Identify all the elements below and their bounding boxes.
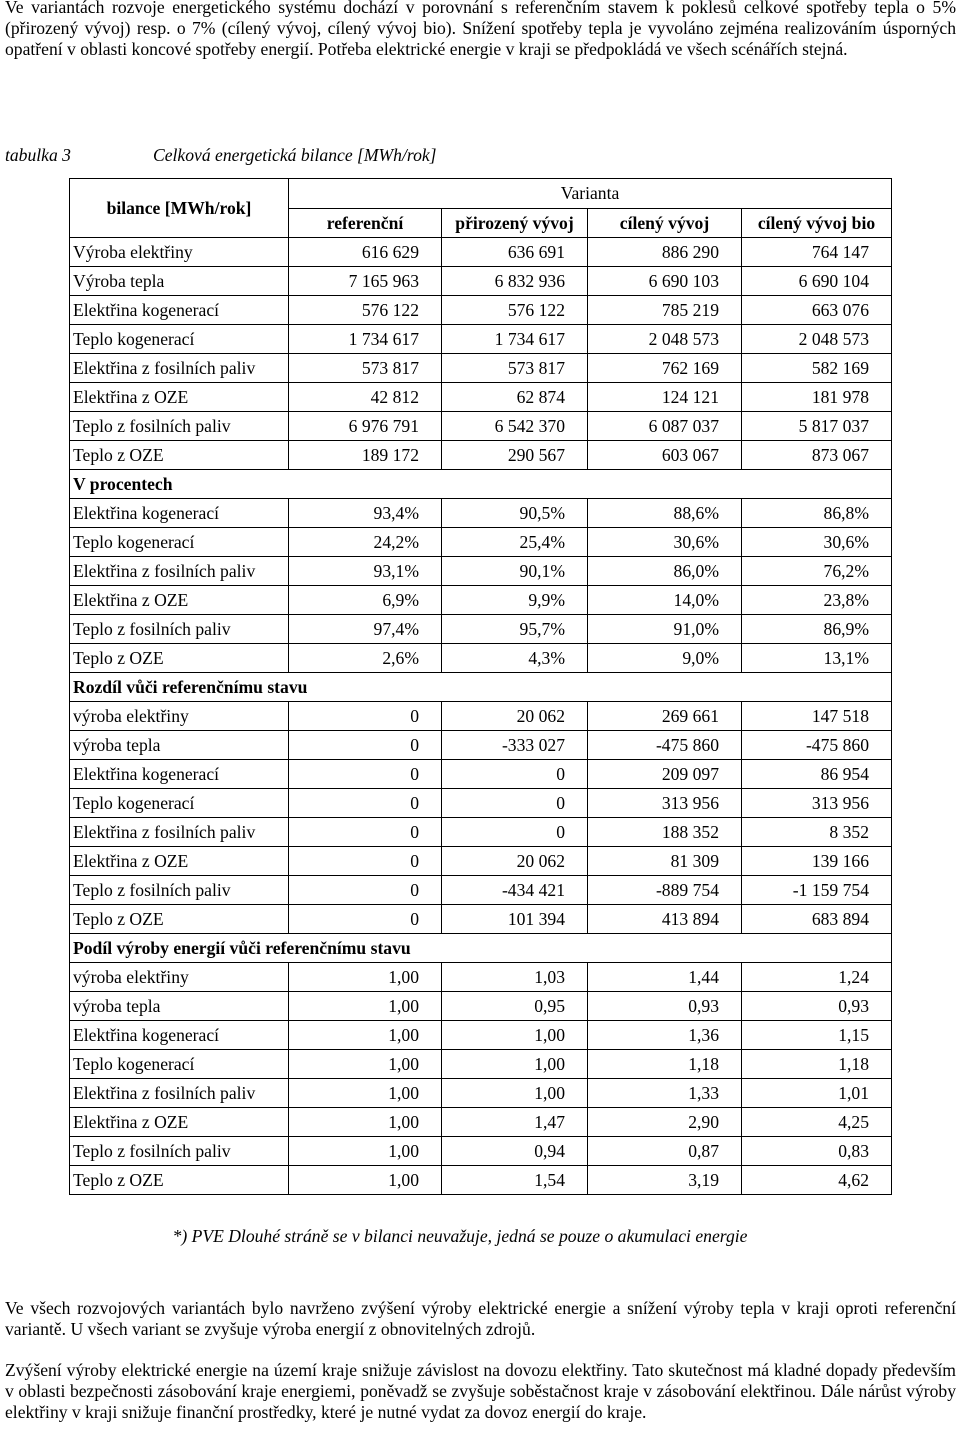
row-label: Elektřina z OZE [70, 586, 289, 615]
row-label: výroba elektřiny [70, 702, 289, 731]
row-label: Elektřina z fosilních paliv [70, 818, 289, 847]
cell-value: 0 [289, 702, 442, 731]
table-row [70, 818, 892, 847]
cell-value: 2 048 573 [742, 325, 892, 354]
row-label: Elektřina z OZE [70, 847, 289, 876]
cell-value: 1,44 [588, 963, 742, 992]
cell-value: 25,4% [442, 528, 588, 557]
cell-value: 93,4% [289, 499, 442, 528]
cell-value: 91,0% [588, 615, 742, 644]
col-header-cileny-vyvoj-bio: cílený vývoj bio [742, 209, 892, 238]
row-label: výroba tepla [70, 731, 289, 760]
row-label: Teplo z fosilních paliv [70, 876, 289, 905]
cell-value: 147 518 [742, 702, 892, 731]
row-label: Elektřina z fosilních paliv [70, 557, 289, 586]
col-header-ciileny-vyvoj: cílený vývoj [588, 209, 742, 238]
cell-value: 181 978 [742, 383, 892, 412]
row-label: Elektřina kogenerací [70, 1021, 289, 1050]
table-row [70, 1079, 892, 1108]
cell-value: 1,15 [742, 1021, 892, 1050]
cell-value: 1,00 [289, 1108, 442, 1137]
row-label: Výroba elektřiny [70, 238, 289, 267]
row-label: Teplo kogenerací [70, 789, 289, 818]
cell-value: -434 421 [442, 876, 588, 905]
row-label: Elektřina z fosilních paliv [70, 354, 289, 383]
row-label: Elektřina z OZE [70, 383, 289, 412]
cell-value: 86,9% [742, 615, 892, 644]
cell-value: 24,2% [289, 528, 442, 557]
table-row [70, 963, 892, 992]
section-row [70, 934, 892, 963]
cell-value: 1 734 617 [289, 325, 442, 354]
table-row [70, 557, 892, 586]
cell-value: 6 832 936 [442, 267, 588, 296]
cell-value: 9,0% [588, 644, 742, 673]
cell-value: 30,6% [588, 528, 742, 557]
table-row [70, 354, 892, 383]
cell-value: 4,25 [742, 1108, 892, 1137]
energy-balance-table [69, 178, 892, 1195]
cell-value: 313 956 [588, 789, 742, 818]
cell-value: 86,8% [742, 499, 892, 528]
cell-value: -1 159 754 [742, 876, 892, 905]
cell-value: 269 661 [588, 702, 742, 731]
cell-value: 0 [289, 876, 442, 905]
cell-value: 86 954 [742, 760, 892, 789]
cell-value: 290 567 [442, 441, 588, 470]
cell-value: 1,18 [742, 1050, 892, 1079]
col-header-referencni: referenční [289, 209, 442, 238]
cell-value: 603 067 [588, 441, 742, 470]
cell-value: 1,00 [289, 1079, 442, 1108]
cell-value: 97,4% [289, 615, 442, 644]
cell-value: 0 [289, 731, 442, 760]
cell-value: 88,6% [588, 499, 742, 528]
cell-value: 101 394 [442, 905, 588, 934]
cell-value: 636 691 [442, 238, 588, 267]
section-row [70, 673, 892, 702]
cell-value: 616 629 [289, 238, 442, 267]
row-label: Elektřina z fosilních paliv [70, 1079, 289, 1108]
section-heading: V procentech [70, 470, 892, 499]
cell-value: 0 [442, 760, 588, 789]
cell-value: 139 166 [742, 847, 892, 876]
table-caption-label: tabulka 3 [5, 145, 71, 165]
row-label: Teplo z fosilních paliv [70, 615, 289, 644]
cell-value: 0 [289, 789, 442, 818]
cell-value: 663 076 [742, 296, 892, 325]
cell-value: 1,00 [442, 1050, 588, 1079]
cell-value: 1,54 [442, 1166, 588, 1195]
cell-value: 6,9% [289, 586, 442, 615]
cell-value: 0,95 [442, 992, 588, 1021]
cell-value: 189 172 [289, 441, 442, 470]
cell-value: 1,03 [442, 963, 588, 992]
cell-value: 90,1% [442, 557, 588, 586]
cell-value: 1,00 [442, 1079, 588, 1108]
cell-value: 14,0% [588, 586, 742, 615]
cell-value: 886 290 [588, 238, 742, 267]
cell-value: 0 [289, 818, 442, 847]
cell-value: 188 352 [588, 818, 742, 847]
cell-value: 573 817 [289, 354, 442, 383]
table-row [70, 267, 892, 296]
cell-value: 0 [289, 905, 442, 934]
cell-value: 0 [442, 789, 588, 818]
row-label: Elektřina kogenerací [70, 760, 289, 789]
cell-value: 95,7% [442, 615, 588, 644]
cell-value: -475 860 [742, 731, 892, 760]
row-label: Teplo z OZE [70, 1166, 289, 1195]
cell-value: 0,94 [442, 1137, 588, 1166]
paragraph-1: Ve všech rozvojových variantách bylo navrženo zvýšení výroby elektrické energie a snížení výroby tepla v kraji oproti referenční variantě. U všech variant se zvyšuje výroba energií z obnovitelných zdrojů. [5, 1298, 956, 1339]
section-heading: Rozdíl vůči referenčnímu stavu [70, 673, 892, 702]
cell-value: 576 122 [442, 296, 588, 325]
table-row [70, 731, 892, 760]
table-row [70, 1021, 892, 1050]
cell-value: 81 309 [588, 847, 742, 876]
cell-value: 683 894 [742, 905, 892, 934]
row-label: výroba tepla [70, 992, 289, 1021]
cell-value: 93,1% [289, 557, 442, 586]
cell-value: 42 812 [289, 383, 442, 412]
table-row [70, 905, 892, 934]
row-label: Elektřina kogenerací [70, 296, 289, 325]
row-label: Teplo kogenerací [70, 528, 289, 557]
cell-value: -475 860 [588, 731, 742, 760]
section-row [70, 470, 892, 499]
row-label: Elektřina z OZE [70, 1108, 289, 1137]
cell-value: 0,83 [742, 1137, 892, 1166]
row-label: Teplo kogenerací [70, 325, 289, 354]
cell-value: 2,6% [289, 644, 442, 673]
table-row [70, 760, 892, 789]
cell-value: 1,00 [289, 963, 442, 992]
cell-value: 1,47 [442, 1108, 588, 1137]
cell-value: 124 121 [588, 383, 742, 412]
row-label: výroba elektřiny [70, 963, 289, 992]
cell-value: 6 087 037 [588, 412, 742, 441]
table-row [70, 1166, 892, 1195]
cell-value: 209 097 [588, 760, 742, 789]
cell-value: 4,3% [442, 644, 588, 673]
cell-value: 313 956 [742, 789, 892, 818]
table-row [70, 441, 892, 470]
table-row [70, 615, 892, 644]
table-row [70, 702, 892, 731]
row-label: Teplo kogenerací [70, 1050, 289, 1079]
section-heading: Podíl výroby energií vůči referenčnímu stavu [70, 934, 892, 963]
row-label: Výroba tepla [70, 267, 289, 296]
cell-value: 1,01 [742, 1079, 892, 1108]
cell-value: 1,33 [588, 1079, 742, 1108]
table-header-row [70, 179, 892, 209]
cell-value: 8 352 [742, 818, 892, 847]
table-row [70, 325, 892, 354]
table-row [70, 238, 892, 267]
table-caption [5, 145, 437, 166]
cell-value: 785 219 [588, 296, 742, 325]
table-row [70, 847, 892, 876]
table-row [70, 1108, 892, 1137]
cell-value: 0,93 [742, 992, 892, 1021]
cell-value: 413 894 [588, 905, 742, 934]
cell-value: 1,18 [588, 1050, 742, 1079]
cell-value: 1,00 [289, 1166, 442, 1195]
table-row [70, 876, 892, 905]
cell-value: 0,87 [588, 1137, 742, 1166]
cell-value: 6 690 103 [588, 267, 742, 296]
table-row [70, 586, 892, 615]
table-row [70, 296, 892, 325]
cell-value: -889 754 [588, 876, 742, 905]
cell-value: 6 690 104 [742, 267, 892, 296]
cell-value: 1,36 [588, 1021, 742, 1050]
cell-value: 0 [442, 818, 588, 847]
col-header-prirozeny-vyvoj: přirozený vývoj [442, 209, 588, 238]
intro-paragraph: Ve variantách rozvoje energetického systému dochází v porovnání s referenčním stavem k poklesů celkové spotřeby tepla o 5% (přirozený vývoj) resp. o 7% (cílený vývoj, cílený vývoj bio). Snížení spotřeby tepla je vyvoláno zejména realizováním úsporných opatření v oblasti koncové spotřeby energií. Potřeba elektrické energie v kraji se předpokládá ve všech scénářích stejná. [5, 0, 956, 59]
cell-value: 6 976 791 [289, 412, 442, 441]
variant-group-header: Varianta [289, 179, 892, 209]
table-caption-title: Celková energetická bilance [MWh/rok] [153, 145, 437, 165]
row-label: Teplo z fosilních paliv [70, 412, 289, 441]
row-label: Teplo z fosilních paliv [70, 1137, 289, 1166]
cell-value: 7 165 963 [289, 267, 442, 296]
cell-value: 62 874 [442, 383, 588, 412]
table-row [70, 412, 892, 441]
corner-header: bilance [MWh/rok] [70, 179, 289, 238]
cell-value: 873 067 [742, 441, 892, 470]
table-row [70, 499, 892, 528]
cell-value: -333 027 [442, 731, 588, 760]
cell-value: 3,19 [588, 1166, 742, 1195]
cell-value: 20 062 [442, 702, 588, 731]
cell-value: 86,0% [588, 557, 742, 586]
table-row [70, 644, 892, 673]
cell-value: 1,00 [289, 1021, 442, 1050]
cell-value: 0 [289, 847, 442, 876]
row-label: Teplo z OZE [70, 644, 289, 673]
cell-value: 5 817 037 [742, 412, 892, 441]
table-footnote: *) PVE Dlouhé stráně se v bilanci neuvažuje, jedná se pouze o akumulaci energie [172, 1226, 748, 1246]
cell-value: 6 542 370 [442, 412, 588, 441]
cell-value: 4,62 [742, 1166, 892, 1195]
row-label: Elektřina kogenerací [70, 499, 289, 528]
cell-value: 13,1% [742, 644, 892, 673]
cell-value: 1,00 [289, 992, 442, 1021]
cell-value: 20 062 [442, 847, 588, 876]
cell-value: 1 734 617 [442, 325, 588, 354]
cell-value: 573 817 [442, 354, 588, 383]
cell-value: 576 122 [289, 296, 442, 325]
table-row [70, 789, 892, 818]
cell-value: 1,00 [289, 1050, 442, 1079]
table-row [70, 1137, 892, 1166]
cell-value: 76,2% [742, 557, 892, 586]
cell-value: 0,93 [588, 992, 742, 1021]
cell-value: 9,9% [442, 586, 588, 615]
table-row [70, 528, 892, 557]
cell-value: 1,24 [742, 963, 892, 992]
row-label: Teplo z OZE [70, 441, 289, 470]
table-row [70, 992, 892, 1021]
cell-value: 0 [289, 760, 442, 789]
cell-value: 30,6% [742, 528, 892, 557]
paragraph-2: Zvýšení výroby elektrické energie na území kraje snižuje závislost na dovozu elektřiny. Tato skutečnost má kladné dopady především v oblasti bezpečnosti zásobování kraje energiemi, poněvadž se zvyšuje soběstačnost kraje v zásobování elektřinou. Dále nárůst výroby elektřiny v kraji snižuje finanční prostředky, které je nutné vydat za dovoz energií do kraje. [5, 1360, 956, 1422]
row-label: Teplo z OZE [70, 905, 289, 934]
cell-value: 582 169 [742, 354, 892, 383]
cell-value: 23,8% [742, 586, 892, 615]
cell-value: 2 048 573 [588, 325, 742, 354]
cell-value: 90,5% [442, 499, 588, 528]
cell-value: 764 147 [742, 238, 892, 267]
cell-value: 1,00 [289, 1137, 442, 1166]
table-row [70, 383, 892, 412]
table-row [70, 1050, 892, 1079]
cell-value: 762 169 [588, 354, 742, 383]
cell-value: 2,90 [588, 1108, 742, 1137]
cell-value: 1,00 [442, 1021, 588, 1050]
